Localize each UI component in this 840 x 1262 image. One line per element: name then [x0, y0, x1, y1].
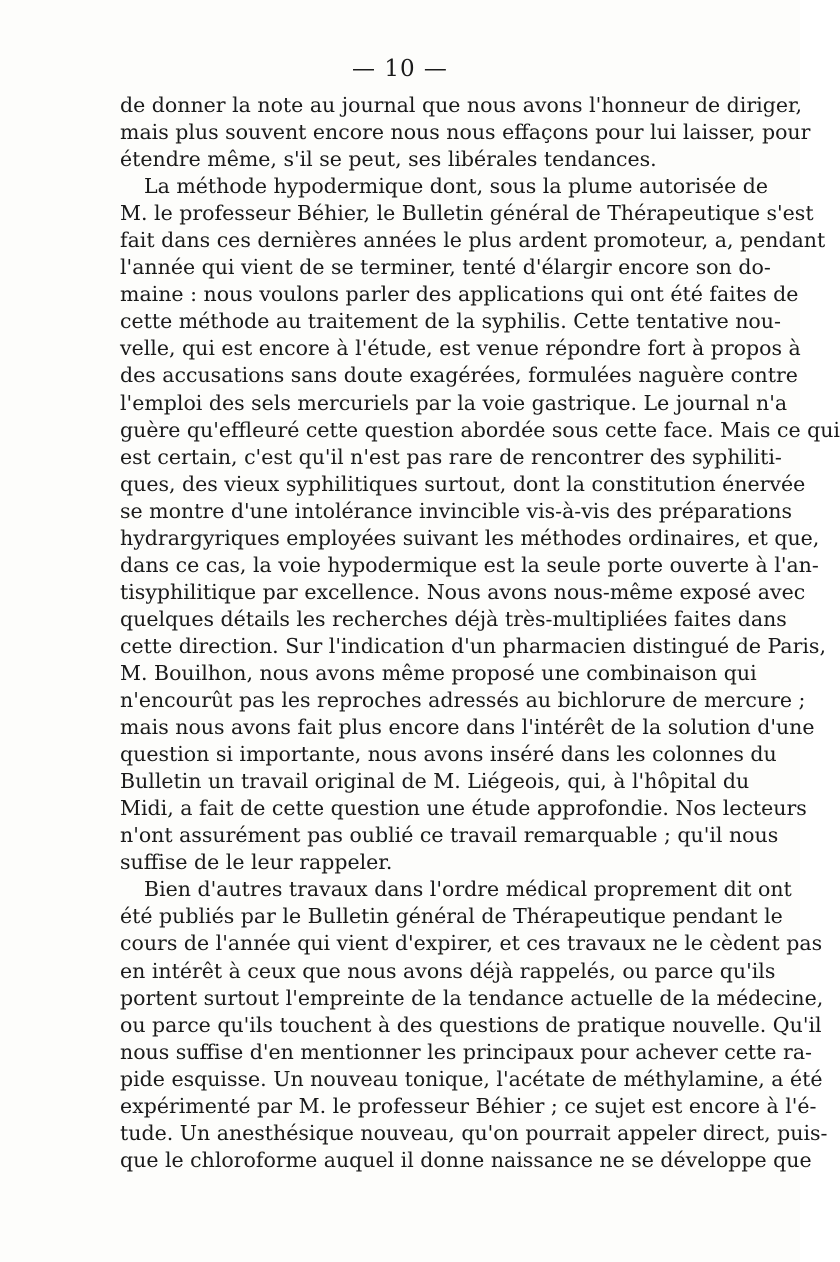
text-line: maine : nous voulons parler des applications qui ont été faites de	[120, 282, 799, 307]
text-line: des accusations sans doute exagérées, formulées naguère contre	[120, 363, 798, 388]
text-line: guère qu'effleuré cette question abordée sous cette face. Mais ce qui	[120, 417, 840, 442]
text-line: tisyphilitique par excellence. Nous avons nous-même exposé avec	[120, 579, 806, 604]
text-line: M. Bouilhon, nous avons même proposé une combinaison qui	[120, 660, 757, 685]
text-line: suffise de le leur rappeler.	[120, 850, 393, 875]
paragraph-start-line: Bien d'autres travaux dans l'ordre médical proprement dit ont	[144, 877, 792, 902]
text-line: fait dans ces dernières années le plus ardent promoteur, a, pendant	[120, 228, 826, 253]
text-line: l'emploi des sels mercuriels par la voie gastrique. Le journal n'a	[120, 390, 788, 415]
text-line: pide esquisse. Un nouveau tonique, l'acétate de méthylamine, a été	[120, 1066, 823, 1091]
text-line: étendre même, s'il se peut, ses libérales tendances.	[120, 147, 657, 172]
text-line: de donner la note au journal que nous avons l'honneur de diriger,	[120, 93, 803, 117]
text-line: cette méthode au traitement de la syphilis. Cette tentative nou-	[120, 309, 781, 334]
body-text	[120, 92, 840, 1174]
text-line: mais plus souvent encore nous nous effaçons pour lui laisser, pour	[120, 120, 811, 145]
text-line: nous suffise d'en mentionner les principaux pour achever cette ra-	[120, 1039, 812, 1064]
text-line: Midi, a fait de cette question une étude approfondie. Nos lecteurs	[120, 796, 807, 821]
text-line: n'encourût pas les reproches adressés au bichlorure de mercure ;	[120, 688, 806, 713]
text-line: cette direction. Sur l'indication d'un pharmacien distingué de Paris,	[120, 633, 826, 658]
text-line: été publiés par le Bulletin général de Thérapeutique pendant le	[120, 904, 783, 929]
text-line: portent surtout l'empreinte de la tendance actuelle de la médecine,	[120, 985, 824, 1010]
text-line: question si importante, nous avons inséré dans les colonnes du	[120, 742, 777, 767]
page-number: — 10 —	[352, 56, 448, 82]
text-line: expérimenté par M. le professeur Béhier ; ce sujet est encore à l'é-	[120, 1093, 817, 1118]
text-line: tude. Un anesthésique nouveau, qu'on pourrait appeler direct, puis-	[120, 1120, 828, 1145]
text-line: mais nous avons fait plus encore dans l'intérêt de la solution d'une	[120, 715, 815, 740]
text-line: en intérêt à ceux que nous avons déjà rappelés, ou parce qu'ils	[120, 958, 776, 983]
text-line: dans ce cas, la voie hypodermique est la seule porte ouverte à l'an-	[120, 552, 819, 577]
text-line: M. le professeur Béhier, le Bulletin général de Thérapeutique s'est	[120, 201, 814, 226]
text-line: ques, des vieux syphilitiques surtout, dont la constitution énervée	[120, 471, 806, 496]
text-line: velle, qui est encore à l'étude, est venue répondre fort à propos à	[120, 336, 801, 361]
text-line: l'année qui vient de se terminer, tenté d'élargir encore son do-	[120, 255, 771, 280]
text-line: hydrargyriques employées suivant les méthodes ordinaires, et que,	[120, 525, 820, 550]
text-line: ou parce qu'ils touchent à des questions de pratique nouvelle. Qu'il	[120, 1012, 822, 1037]
text-line: se montre d'une intolérance invincible vis-à-vis des préparations	[120, 498, 792, 523]
text-line: quelques détails les recherches déjà très-multipliées faites dans	[120, 606, 787, 631]
text-line: Bulletin un travail original de M. Liégeois, qui, à l'hôpital du	[120, 769, 750, 794]
text-line: est certain, c'est qu'il n'est pas rare de rencontrer des syphiliti-	[120, 444, 782, 469]
text-line: n'ont assurément pas oublié ce travail remarquable ; qu'il nous	[120, 823, 779, 848]
paragraph-start-line: La méthode hypodermique dont, sous la plume autorisée de	[144, 174, 768, 199]
text-line: que le chloroforme auquel il donne naissance ne se développe que	[120, 1147, 812, 1172]
text-line: cours de l'année qui vient d'expirer, et ces travaux ne le cèdent pas	[120, 931, 823, 956]
